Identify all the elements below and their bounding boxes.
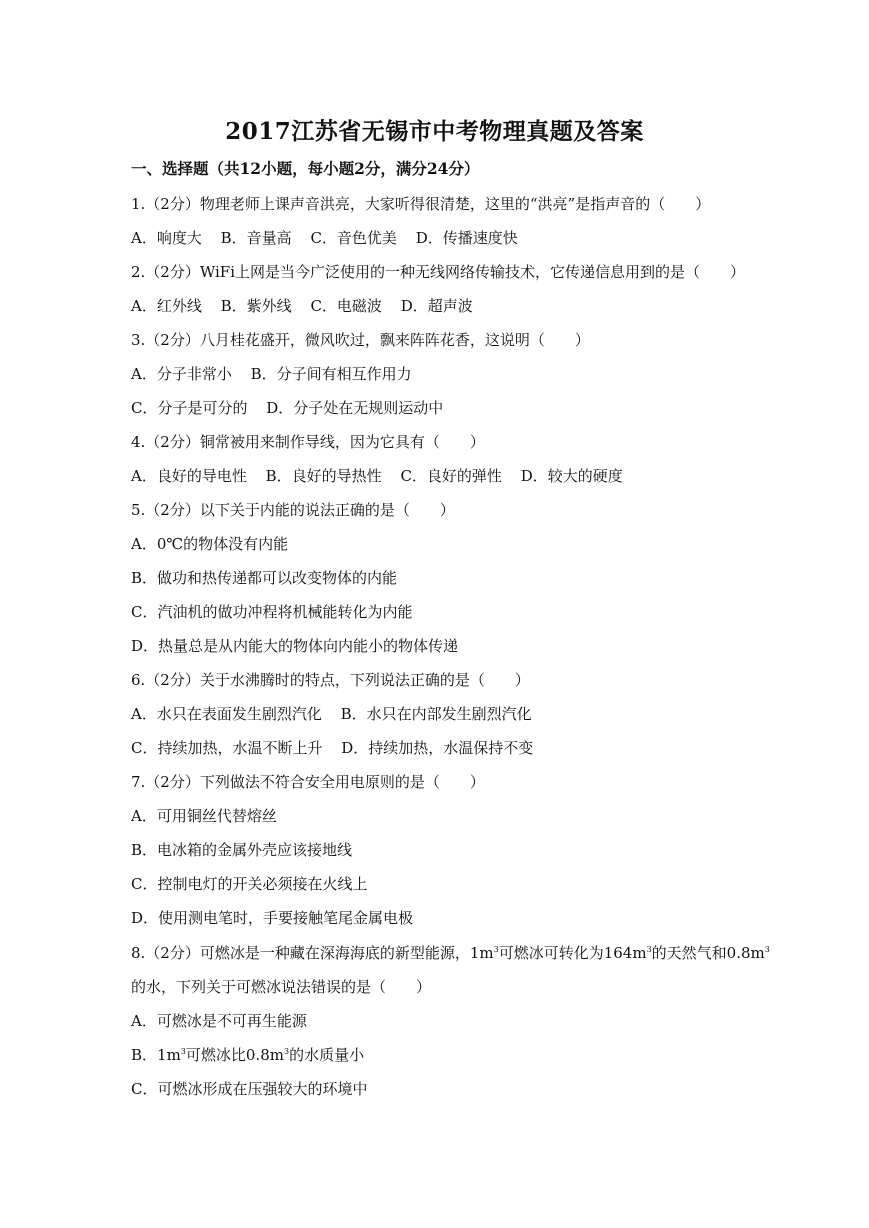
- question-1-stem: 1.（2分）物理老师上课声音洪亮，大家听得很清楚，这里的“洪亮”是指声音的（ ）: [131, 195, 711, 213]
- option-c: C．持续加热，水温不断上升: [131, 739, 323, 757]
- option-c: C．音色优美: [310, 229, 397, 247]
- question-7-option-d: D．使用测电笔时，手要接触笔尾金属电极: [131, 909, 414, 927]
- question-8-option-c: C．可燃冰形成在压强较大的环境中: [131, 1080, 368, 1098]
- question-8-option-b: B．$1m^3$可燃冰比$0.8m^3$的水质量小: [131, 1046, 365, 1064]
- option-a: A．分子非常小: [131, 365, 232, 383]
- question-1-options: [131, 227, 532, 248]
- option-a: A．响度大: [131, 229, 202, 247]
- question-3-options-row-2: [131, 397, 457, 418]
- question-5-option-b: B．做功和热传递都可以改变物体的内能: [131, 569, 398, 587]
- question-4-options: [131, 465, 637, 486]
- option-c: C．分子是可分的: [131, 399, 248, 417]
- option-a: A．良好的导电性: [131, 467, 247, 485]
- section-heading: 一、选择题（共12小题，每小题2分，满分24分）: [131, 159, 480, 178]
- option-b: B．水只在内部发生剧烈汽化: [340, 705, 532, 723]
- question-2-options: [131, 295, 487, 316]
- question-7-option-b: B．电冰箱的金属外壳应该接地线: [131, 841, 353, 859]
- question-5-stem: 5.（2分）以下关于内能的说法正确的是（ ）: [131, 501, 455, 519]
- question-5-option-c: C．汽油机的做功冲程将机械能转化为内能: [131, 603, 413, 621]
- option-d: D．分子处在无规则运动中: [266, 399, 444, 417]
- option-c: C．良好的弹性: [400, 467, 502, 485]
- option-b: B．分子间有相互作用力: [250, 365, 412, 383]
- option-a: A．红外线: [131, 297, 202, 315]
- option-d: D．持续加热，水温保持不变: [341, 739, 534, 757]
- question-3-stem: 3.（2分）八月桂花盛开，微风吹过，飘来阵阵花香，这说明（ ）: [131, 331, 590, 349]
- option-d: D．传播速度快: [415, 229, 518, 247]
- option-d: D．较大的硬度: [520, 467, 623, 485]
- option-c: C．电磁波: [310, 297, 382, 315]
- option-a: A．水只在表面发生剧烈汽化: [131, 705, 322, 723]
- option-b: B．紫外线: [220, 297, 292, 315]
- question-8-option-a: A．可燃冰是不可再生能源: [131, 1012, 307, 1030]
- question-8-stem-line-2: 的水，下列关于可燃冰说法错误的是（ ）: [131, 978, 432, 996]
- question-5-option-d: D．热量总是从内能大的物体向内能小的物体传递: [131, 637, 459, 655]
- question-6-options-row-2: [131, 737, 547, 758]
- question-4-stem: 4.（2分）铜常被用来制作导线，因为它具有（ ）: [131, 433, 485, 451]
- option-b: B．良好的导热性: [265, 467, 382, 485]
- question-7-option-c: C．控制电灯的开关必须接在火线上: [131, 875, 368, 893]
- option-b: B．音量高: [220, 229, 292, 247]
- page-title: 2017江苏省无锡市中考物理真题及答案: [225, 118, 644, 145]
- question-7-option-a: A．可用铜丝代替熔丝: [131, 807, 277, 825]
- question-8-stem: 8.（2分）可燃冰是一种藏在深海海底的新型能源，$1m^3$可燃冰可转化为$164m^3$的天然气和$0.8m^3$: [131, 944, 770, 962]
- question-6-options-row-1: [131, 703, 546, 724]
- question-7-stem: 7.（2分）下列做法不符合安全用电原则的是（ ）: [131, 773, 485, 791]
- option-d: D．超声波: [400, 297, 473, 315]
- question-5-option-a: A．0℃的物体没有内能: [131, 535, 289, 553]
- question-3-options-row-1: [131, 363, 426, 384]
- question-2-stem: 2.（2分）WiFi上网是当今广泛使用的一种无线网络传输技术，它传递信息用到的是（ ）: [131, 263, 746, 281]
- question-6-stem: 6.（2分）关于水沸腾时的特点，下列说法正确的是（ ）: [131, 671, 530, 689]
